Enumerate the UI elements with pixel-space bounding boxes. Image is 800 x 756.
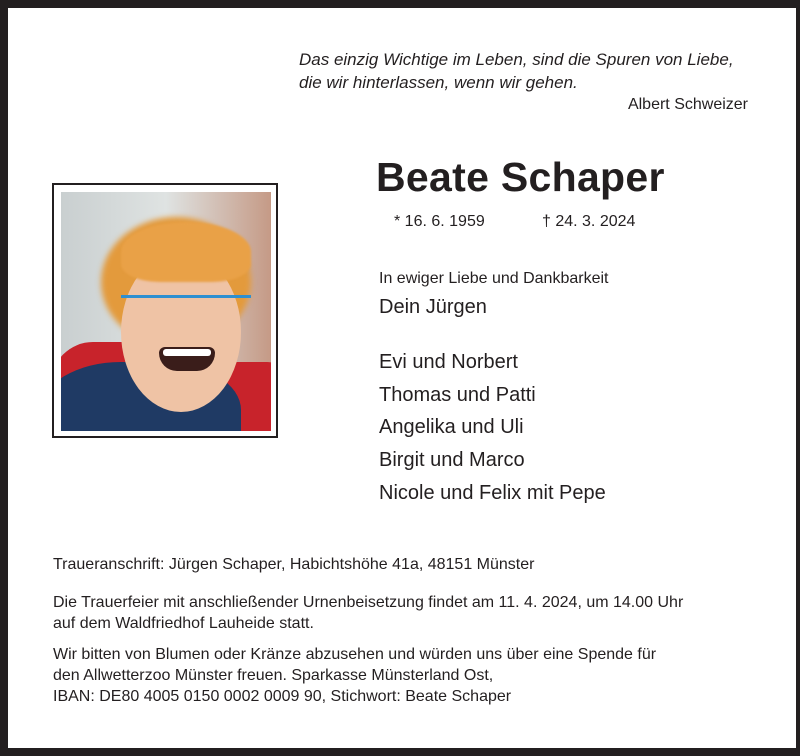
portrait-frame [52,183,278,438]
quote-author: Albert Schweizer [627,96,748,113]
donation-info [53,644,656,707]
family-member: Nicole und Felix mit Pepe [379,481,606,504]
dedication: In ewiger Liebe und Dankbarkeit [379,270,609,287]
family-member: Thomas und Patti [379,383,536,406]
quote [299,48,734,94]
portrait-photo [61,192,271,431]
donation-line: Wir bitten von Blumen oder Kränze abzusehen und würden uns über eine Spende für [53,646,657,663]
family-member: Birgit und Marco [379,449,525,472]
ceremony-info [53,592,683,634]
quote-line: die wir hinterlassen, wenn wir gehen. [299,73,578,92]
deceased-name: Beate Schaper [376,154,665,200]
donation-line: den Allwetterzoo Münster freuen. Sparkasse Münsterland Ost, [53,667,494,684]
mourning-address: Traueranschrift: Jürgen Schaper, Habichtshöhe 41a, 48151 Münster [53,556,535,573]
donation-line: IBAN: DE80 4005 0150 0002 0009 90, Stichwort: Beate Schaper [53,688,512,705]
birth-date: * 16. 6. 1959 [394,213,485,230]
family-member: Evi und Norbert [379,351,518,373]
ceremony-line: Die Trauerfeier mit anschließender Urnenbeisetzung findet am 11. 4. 2024, um 14.00 Uhr [53,594,684,611]
signature: Dein Jürgen [379,296,487,318]
ceremony-line: auf dem Waldfriedhof Lauheide statt. [53,615,314,632]
family-list [379,346,606,510]
death-date: † 24. 3. 2024 [542,213,636,230]
quote-line: Das einzig Wichtige im Leben, sind die Spuren von Liebe, [299,50,734,69]
family-member: Angelika und Uli [379,416,524,439]
